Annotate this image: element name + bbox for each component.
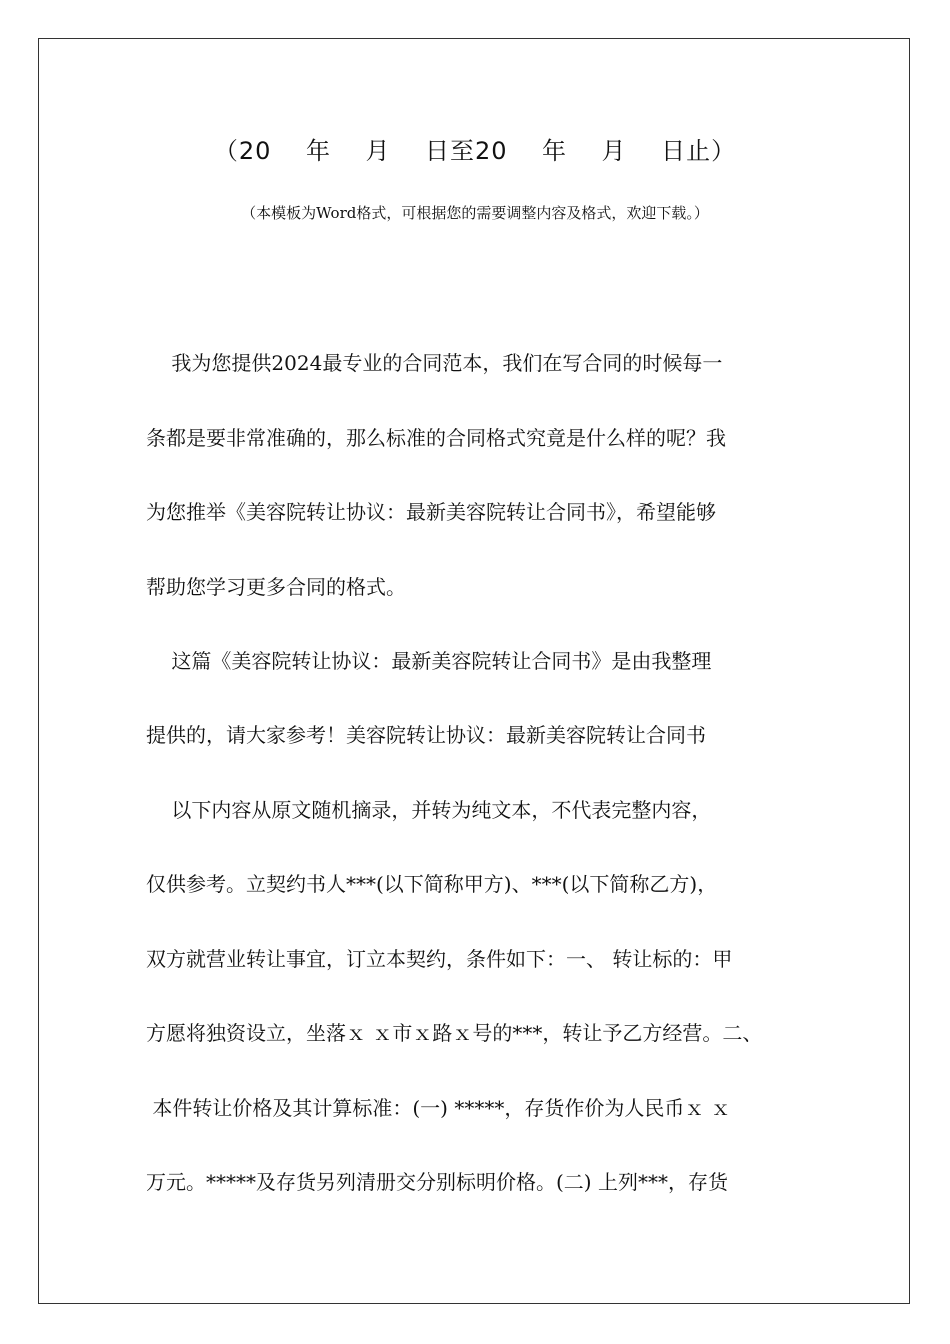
paragraph-line: 帮助您学习更多合同的格式。	[146, 575, 406, 599]
paragraph-line: 仅供参考。立契约书人***(以下简称甲方)、***(以下简称乙方)，	[146, 872, 718, 896]
paragraph-line: 以下内容从原文随机摘录，并转为纯文本，不代表完整内容，	[146, 798, 712, 822]
template-note: （本模板为Word格式，可根据您的需要调整内容及格式，欢迎下载。）	[241, 204, 709, 222]
paragraph-line: 本件转让价格及其计算标准：(一) *****，存货作价为人民币ｘ ｘ	[146, 1096, 731, 1120]
paragraph-line: 为您推举《美容院转让协议：最新美容院转让合同书》，希望能够	[146, 500, 716, 524]
paragraph-line: 双方就营业转让事宜，订立本契约，条件如下：一、 转让标的：甲	[146, 947, 733, 971]
paragraph-line: 万元。*****及存货另列清册交分别标明价格。(二) 上列***，存货	[146, 1170, 728, 1194]
paragraph-line: 提供的，请大家参考！美容院转让协议：最新美容院转让合同书	[146, 723, 706, 747]
paragraph-line: 方愿将独资设立，坐落ｘ ｘ市ｘ路ｘ号的***，转让予乙方经营。二、	[146, 1021, 763, 1045]
paragraph-line: 这篇《美容院转让协议：最新美容院转让合同书》是由我整理	[146, 649, 712, 673]
paragraph-line: 条都是要非常准确的，那么标准的合同格式究竟是什么样的呢？我	[146, 426, 726, 450]
paragraph-line: 我为您提供2024最专业的合同范本，我们在写合同的时候每一	[146, 351, 723, 375]
contract-date-range: （20 年 月 日至20 年 月 日止）	[213, 137, 737, 165]
